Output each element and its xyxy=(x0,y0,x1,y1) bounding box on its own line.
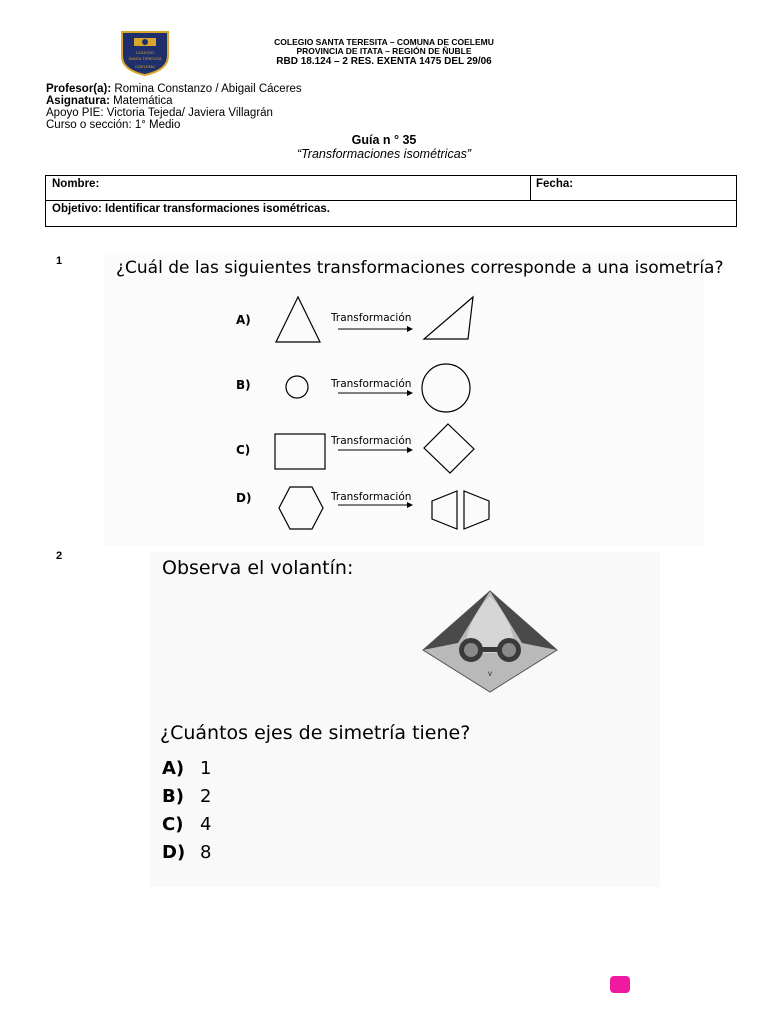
question-2-number: 2 xyxy=(56,550,63,562)
answer-d xyxy=(162,842,211,863)
subject-label: Asignatura: xyxy=(46,95,110,107)
objective-text: Objetivo: Identificar transformaciones isométricas. xyxy=(52,203,330,215)
kite-bridge xyxy=(482,647,498,652)
question-2-text: ¿Cuántos ejes de simetría tiene? xyxy=(160,722,471,744)
answer-b-label: B) xyxy=(162,786,184,807)
option-d-original-hexagon xyxy=(279,487,323,529)
guide-title: Guía n ° 35 xyxy=(351,133,417,147)
kite-left-pupil xyxy=(464,643,478,657)
answer-b xyxy=(162,786,211,807)
answer-a-label: A) xyxy=(162,758,185,779)
question-1-number: 1 xyxy=(56,255,63,267)
answer-b-value: 2 xyxy=(200,786,212,807)
school-province: PROVINCIA DE ITATA – REGIÓN DE ÑUBLE xyxy=(296,46,472,56)
svg-text:v: v xyxy=(488,669,492,678)
answer-c-label: C) xyxy=(162,814,184,835)
option-c-original-rectangle xyxy=(275,434,325,469)
option-c-label: C) xyxy=(236,443,251,457)
option-b-transform-label: Transformación xyxy=(331,378,412,390)
option-c-transform-label: Transformación xyxy=(331,435,412,447)
option-d-label: D) xyxy=(236,491,252,505)
logo-text-top: COLEGIO xyxy=(135,50,155,55)
course-line: Curso o sección: 1° Medio xyxy=(46,119,181,131)
question-2-figure xyxy=(150,552,660,887)
option-d-transform-label: Transformación xyxy=(331,491,412,503)
kite-figure xyxy=(420,588,560,698)
teacher-value: Romina Constanzo / Abigail Cáceres xyxy=(111,83,302,95)
option-a-image-triangle xyxy=(424,297,473,339)
kite-right-pupil xyxy=(502,643,516,657)
option-a-label: A) xyxy=(236,313,251,327)
logo-text-bottom: COELEMU xyxy=(135,64,155,69)
logo-text-mid: SANTA TERESITA xyxy=(128,56,162,61)
option-b-image-circle xyxy=(422,364,470,412)
school-rbd: RBD 18.124 – 2 RES. EXENTA 1475 DEL 29/06 xyxy=(276,56,492,67)
option-d-image-right-half xyxy=(464,491,489,529)
answer-d-label: D) xyxy=(162,842,186,863)
answer-d-value: 8 xyxy=(200,842,212,863)
option-b-label: B) xyxy=(236,378,251,392)
option-a-transform-label: Transformación xyxy=(331,312,412,324)
question-1-text: ¿Cuál de las siguientes transformaciones corresponde a una isometría? xyxy=(116,258,724,278)
option-b-original-circle xyxy=(286,376,308,398)
question-2-intro: Observa el volantín: xyxy=(162,557,354,579)
school-name: COLEGIO SANTA TERESITA – COMUNA DE COELEMU xyxy=(274,37,494,47)
guide-subtitle: “Transformaciones isométricas” xyxy=(296,147,472,161)
subject-value: Matemática xyxy=(109,95,173,107)
answer-a xyxy=(162,758,211,779)
option-a-original-triangle xyxy=(276,297,320,342)
answer-c-value: 4 xyxy=(200,814,212,835)
date-field-label: Fecha: xyxy=(536,178,574,190)
name-field-label: Nombre: xyxy=(52,178,100,190)
support-line: Apoyo PIE: Victoria Tejeda/ Javiera Villagrán xyxy=(46,107,273,119)
teacher-label: Profesor(a): xyxy=(46,83,112,95)
answer-a-value: 1 xyxy=(200,758,212,779)
option-c-image-rotated-square xyxy=(424,424,474,473)
option-d-image-left-half xyxy=(432,491,457,529)
answer-c xyxy=(162,814,211,835)
page-marker xyxy=(610,976,630,993)
